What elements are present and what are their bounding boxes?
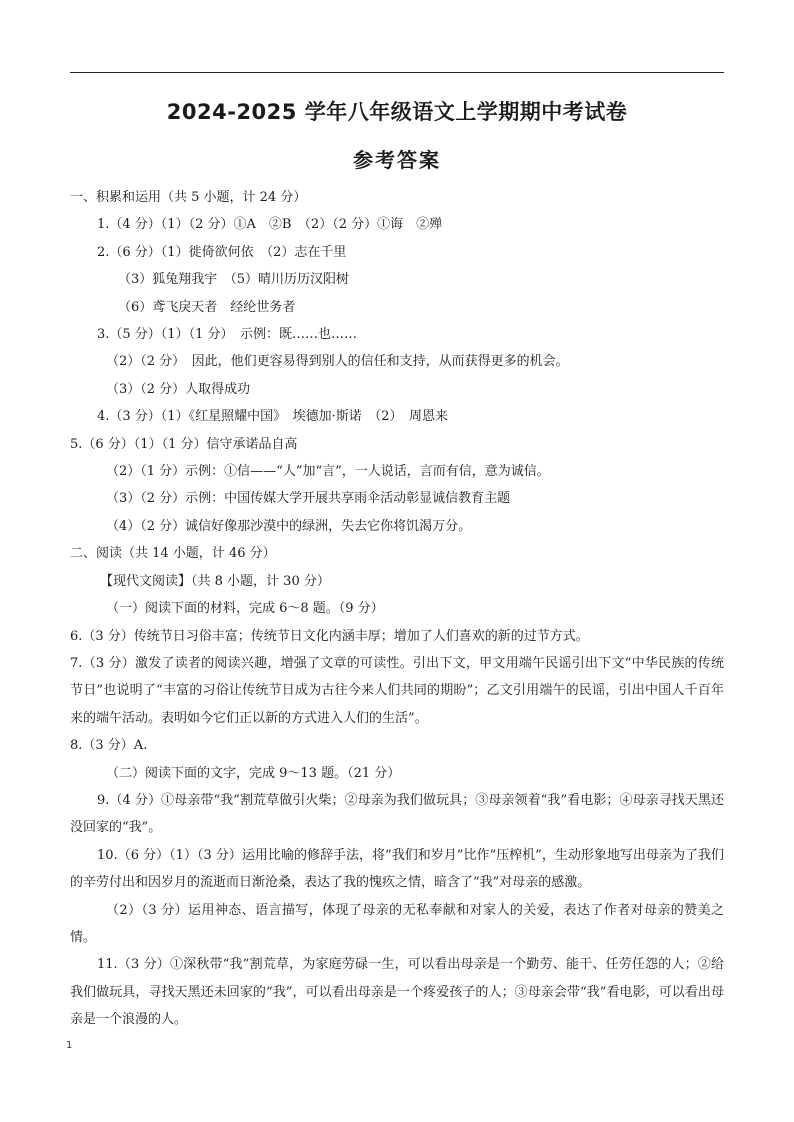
- answer-q10-1: 10.（6 分）（1）（3 分）运用比喻的修辞手法，将“我们和岁月”比作“压榨机”，生动形象地写出母亲为了我们的辛劳付出和因岁月的流逝而日渐沧桑，表达了我的愧疚之情，暗含了“我”对母亲的感激。: [70, 847, 724, 891]
- answer-q5-line1: 5.（6 分）（1）（1 分）信守承诺品自高: [70, 436, 298, 452]
- section-heading-1: 一、积累和运用（共 5 小题，计 24 分）: [70, 190, 307, 205]
- answer-q10-2: （2）（3 分）运用神态、语言描写，体现了母亲的无私奉献和对家人的关爱，表达了作者对母亲的赞美之情。: [70, 902, 724, 945]
- answer-q11: 11.（3 分）①深秋带“我”割荒草，为家庭劳碌一生，可以看出母亲是一个勤劳、能干、任劳任怨的人；②给我们做玩具，寻找天黑还未回家的“我”，可以看出母亲是一个疼爱孩子的人；③母亲会带“我”看电影，可以看出母亲是一个浪漫的人。: [70, 957, 724, 1028]
- answer-q5-line3: （3）（2 分）示例：中国传媒大学开展共享雨伞活动彰显诚信教育主题: [106, 491, 511, 507]
- answer-q7: 7.（3 分）激发了读者的阅读兴趣，增强了文章的可读性。引出下文，甲文用端午民谣引出下文“中华民族的传统节日”也说明了“丰富的习俗让传统节日成为古往今来人们共同的期盼”；乙文引用端午的民谣，引出中国人千百年来的端午活动。表明如今它们正以新的方式进入人们的生活”。: [70, 655, 724, 726]
- answer-q1: 1.（4 分）（1）（2 分）①A ②B （2）（2 分）①诲 ②殚: [97, 217, 443, 233]
- page-title: 2024-2025 学年八年级语文上学期期中考试卷: [166, 100, 628, 124]
- answer-q3-line3: （3）（2 分）人取得成功: [106, 381, 251, 397]
- header-rule: [70, 72, 724, 73]
- answer-content: [70, 184, 724, 1034]
- answer-q9: 9.（4 分）①母亲带“我”割荒草做引火柴；②母亲为我们做玩具；③母亲领着“我”看电影；④母亲寻找天黑还没回家的“我”。: [70, 792, 724, 836]
- answer-q4: 4.（3 分）（1）《红星照耀中国》 埃德加·斯诺 （2） 周恩来: [97, 409, 448, 425]
- answer-q3-line1: 3.（5 分）（1）（1 分） 示例：既……也……: [97, 327, 357, 343]
- modern-reading-heading: 【现代文阅读】（共 8 小题，计 30 分）: [100, 573, 330, 589]
- answer-q6: 6.（3 分）传统节日习俗丰富；传统节日文化内涵丰厚；增加了人们喜欢的新的过节方式。: [70, 628, 589, 644]
- answer-q2-line2: （3）狐兔翔我宇 （5）晴川历历汉阳树: [118, 272, 350, 288]
- answer-q2-line3: （6）鸢飞戾天者 经纶世务者: [118, 299, 296, 315]
- part2-heading: （二）阅读下面的文字，完成 9～13 题。（21 分）: [106, 765, 401, 781]
- answer-q5-line4: （4）（2 分）诚信好像那沙漠中的绿洲，失去它你将饥渴万分。: [106, 518, 472, 534]
- answer-q3-line2: （2）（2 分） 因此，他们更容易得到别人的信任和支持，从而获得更多的机会。: [106, 354, 569, 370]
- page-subtitle: 参考答案: [353, 148, 441, 172]
- part1-heading: （一）阅读下面的材料，完成 6～8 题。（9 分）: [106, 601, 384, 617]
- answer-q8: 8.（3 分）A.: [70, 738, 148, 754]
- section-heading-2: 二、阅读（共 14 小题，计 46 分）: [70, 546, 276, 562]
- answer-q5-line2: （2）（1 分）示例：①信——“人”加“言”，一人说话，言而有信，意为诚信。: [106, 464, 550, 480]
- answer-q2-line1: 2.（6 分）（1）徙倚欲何依 （2）志在千里: [97, 244, 347, 260]
- page-number: 1: [66, 1040, 73, 1051]
